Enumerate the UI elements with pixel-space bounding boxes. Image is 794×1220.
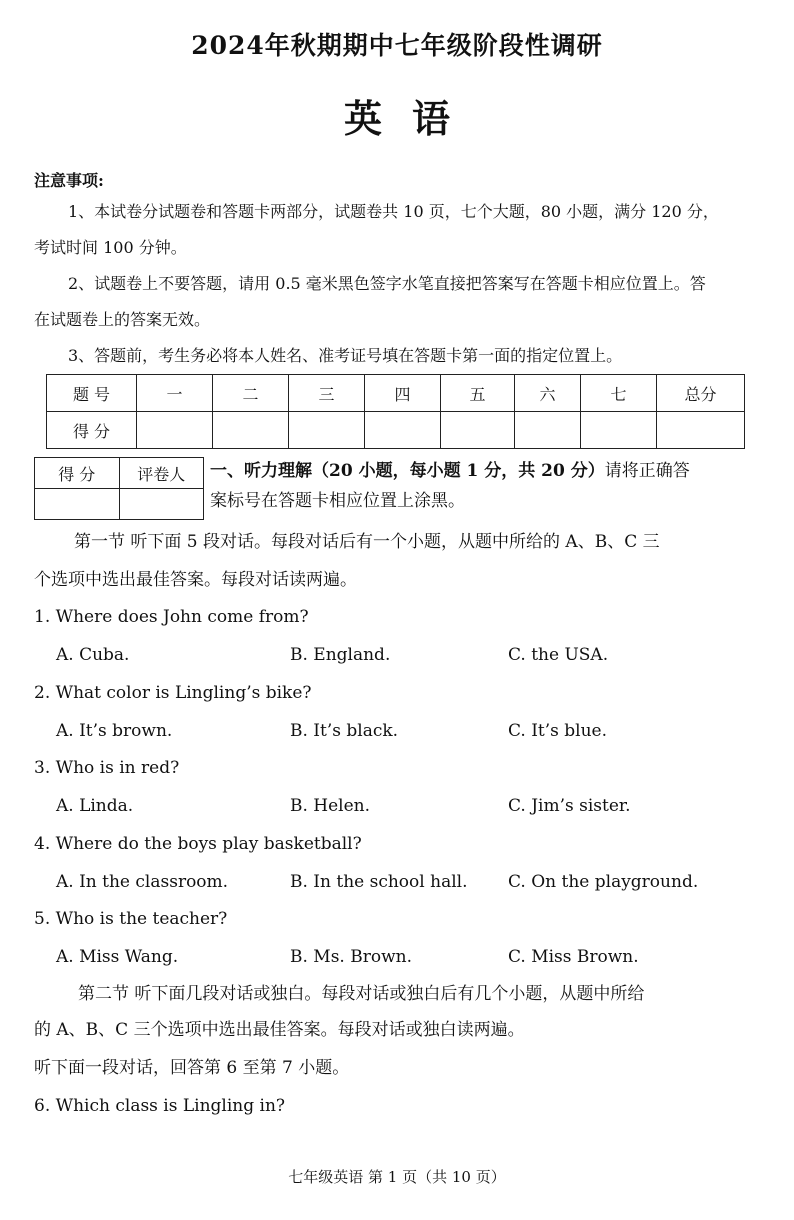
score-cell <box>365 412 441 449</box>
question-4-option-c: C. On the playground. <box>508 872 699 892</box>
question-5-option-a: A. Miss Wang. <box>56 947 179 967</box>
question-2-option-a: A. It’s brown. <box>56 721 173 741</box>
score-table-score-row <box>47 412 745 449</box>
score-cell <box>657 412 745 449</box>
score-cell <box>515 412 581 449</box>
notice-heading: 注意事项: <box>34 171 104 190</box>
section-1-instruction: 请将正确答 <box>604 461 690 481</box>
score-cell <box>137 412 213 449</box>
score-header-cell: 二 <box>213 375 289 412</box>
score-cell <box>441 412 515 449</box>
score-row-label: 得 分 <box>47 412 137 449</box>
grader-name-cell <box>119 489 204 520</box>
question-6: 6. Which class is Lingling in? <box>34 1096 286 1116</box>
question-2-option-b: B. It’s black. <box>290 721 399 741</box>
notice-item-2-line-2: 在试题卷上的答案无效。 <box>34 310 211 329</box>
subject-title: 英语 <box>343 96 480 141</box>
part-2-instruction-line-1: 第二节 听下面几段对话或独白。每段对话或独白后有几个小题，从题中所给 <box>78 984 645 1004</box>
grader-score-cell <box>35 489 120 520</box>
score-table <box>46 374 745 449</box>
question-3-option-c: C. Jim’s sister. <box>508 796 631 816</box>
question-3-option-b: B. Helen. <box>290 796 371 816</box>
question-1-option-b: B. England. <box>290 645 391 665</box>
score-table-header-row <box>47 375 745 412</box>
section-1-title: 一、听力理解（20 小题，每小题 1 分，共 20 分） <box>210 461 605 481</box>
score-cell <box>213 412 289 449</box>
part-1-instruction-line-1: 第一节 听下面 5 段对话。每段对话后有一个小题，从题中所给的 A、B、C 三 <box>74 532 660 552</box>
section-1-instruction-line-2: 案标号在答题卡相应位置上涂黑。 <box>210 491 465 511</box>
score-header-cell: 六 <box>515 375 581 412</box>
score-header-cell: 题 号 <box>47 375 137 412</box>
question-4-option-a: A. In the classroom. <box>56 872 229 892</box>
page-footer: 七年级英语 第 1 页（共 10 页） <box>288 1168 506 1186</box>
question-1-option-a: A. Cuba. <box>56 645 130 665</box>
notice-item-1-line-2: 考试时间 100 分钟。 <box>34 238 187 257</box>
section-1-header <box>210 456 770 516</box>
score-cell <box>581 412 657 449</box>
score-header-cell: 七 <box>581 375 657 412</box>
grader-score-label: 得 分 <box>35 458 120 489</box>
question-2: 2. What color is Lingling’s bike? <box>34 683 312 703</box>
question-5-option-b: B. Ms. Brown. <box>290 947 412 967</box>
grader-name-label: 评卷人 <box>119 458 204 489</box>
notice-item-1-line-1: 1、本试卷分试题卷和答题卡两部分，试题卷共 10 页，七个大题，80 小题，满分 120 分， <box>68 202 719 221</box>
grader-table <box>34 457 204 520</box>
part-2-instruction-line-2: 的 A、B、C 三个选项中选出最佳答案。每段对话或独白读两遍。 <box>34 1020 525 1040</box>
score-header-cell: 一 <box>137 375 213 412</box>
question-5-option-c: C. Miss Brown. <box>508 947 639 967</box>
notice-item-3: 3、答题前，考生务必将本人姓名、准考证号填在答题卡第一面的指定位置上。 <box>68 346 623 365</box>
dialog-intro: 听下面一段对话，回答第 6 至第 7 小题。 <box>34 1058 350 1078</box>
question-3-option-a: A. Linda. <box>56 796 134 816</box>
score-cell <box>289 412 365 449</box>
question-1: 1. Where does John come from? <box>34 607 309 627</box>
notice-item-2-line-1: 2、试题卷上不要答题，请用 0.5 毫米黑色签字水笔直接把答案写在答题卡相应位置上。答 <box>68 274 706 293</box>
part-1-instruction-line-2: 个选项中选出最佳答案。每段对话读两遍。 <box>34 570 357 590</box>
question-5: 5. Who is the teacher? <box>34 909 228 929</box>
question-2-option-c: C. It’s blue. <box>508 721 608 741</box>
exam-title: 2024年秋期期中七年级阶段性调研 <box>191 31 603 60</box>
question-3: 3. Who is in red? <box>34 758 180 778</box>
question-4-option-b: B. In the school hall. <box>290 872 468 892</box>
score-header-cell: 五 <box>441 375 515 412</box>
question-1-option-c: C. the USA. <box>508 645 609 665</box>
score-header-cell: 三 <box>289 375 365 412</box>
question-4: 4. Where do the boys play basketball? <box>34 834 362 854</box>
score-header-cell: 总分 <box>657 375 745 412</box>
score-header-cell: 四 <box>365 375 441 412</box>
